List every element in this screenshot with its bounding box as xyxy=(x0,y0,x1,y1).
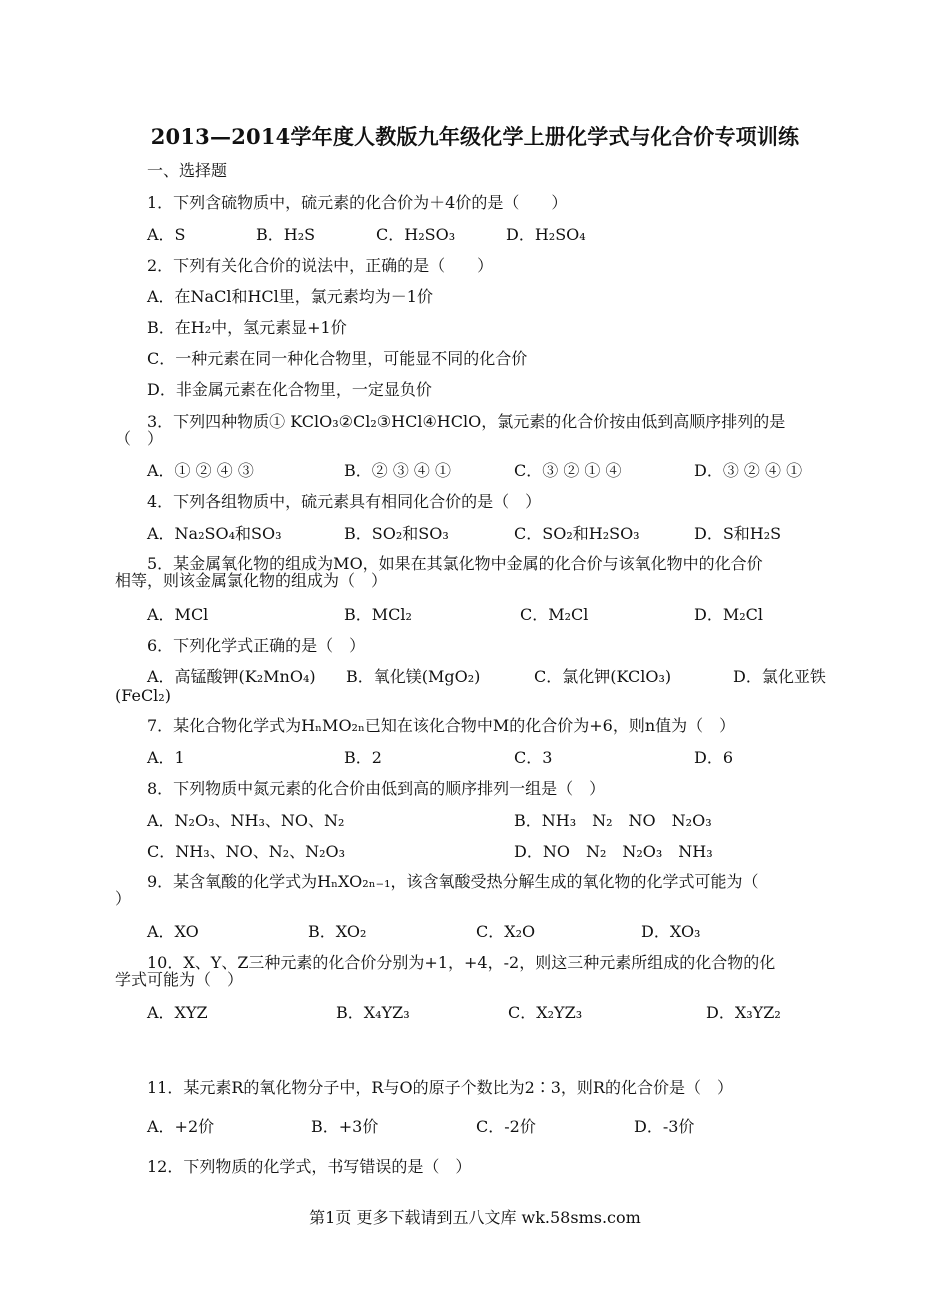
question-11-option-b: B．+3价 xyxy=(311,1117,379,1136)
question-3-option-d: D．③ ② ④ ① xyxy=(694,461,803,480)
question-6-stem: 6．下列化学式正确的是（ ） xyxy=(147,636,366,655)
question-10-option-b: B．X₄YZ₃ xyxy=(336,1003,410,1022)
question-10-stem xyxy=(115,954,843,988)
question-5-option-c: C．M₂Cl xyxy=(520,605,589,624)
question-1-option-b: B．H₂S xyxy=(256,225,316,244)
question-4-stem: 4．下列各组物质中，硫元素具有相同化合价的是（ ） xyxy=(147,492,542,511)
question-4-option-b: B．SO₂和SO₃ xyxy=(344,524,449,543)
question-7-option-b: B．2 xyxy=(344,748,382,767)
question-3-option-a: A．① ② ④ ③ xyxy=(147,461,254,480)
question-8-option-d: D．NO N₂ N₂O₃ NH₃ xyxy=(514,842,713,861)
question-10-option-a: A．XYZ xyxy=(147,1003,208,1022)
question-3-stem-line1: 3．下列四种物质① KClO₃②Cl₂③HCl④HClO，氯元素的化合价按由低到高顺序排列的是 xyxy=(147,412,786,431)
question-10-stem-line2: 学式可能为（ ） xyxy=(115,970,244,989)
question-7-option-c: C．3 xyxy=(514,748,553,767)
question-10-option-d: D．X₃YZ₂ xyxy=(706,1003,781,1022)
question-9-stem xyxy=(115,873,843,907)
question-9-stem-line2: ） xyxy=(115,889,132,908)
question-9-stem-line1: 9．某含氧酸的化学式为HₙXO₂ₙ₋₁，该含氧酸受热分解生成的氧化物的化学式可能为（ xyxy=(147,872,759,891)
question-10-option-c: C．X₂YZ₃ xyxy=(508,1003,583,1022)
document-title: 2013—2014学年度人教版九年级化学上册化学式与化合价专项训练 xyxy=(150,124,800,149)
question-3-option-c: C．③ ② ① ④ xyxy=(514,461,622,480)
question-8-option-a: A．N₂O₃、NH₃、NO、N₂ xyxy=(147,811,345,830)
question-8-option-b: B．NH₃ N₂ NO N₂O₃ xyxy=(514,811,712,830)
question-4-option-d: D．S和H₂S xyxy=(694,524,782,543)
question-3-stem-line2: （ ） xyxy=(115,429,164,448)
question-1-option-a: A．S xyxy=(147,225,186,244)
question-12-stem: 12．下列物质的化学式，书写错误的是（ ） xyxy=(147,1157,472,1176)
question-4-option-a: A．Na₂SO₄和SO₃ xyxy=(147,524,282,543)
page-footer: 第1页 更多下载请到五八文库 wk.58sms.com xyxy=(309,1208,641,1227)
question-6-option-a: A．高锰酸钾(K₂MnO₄) xyxy=(147,667,316,686)
question-7-option-a: A．1 xyxy=(147,748,185,767)
question-9-option-d: D．XO₃ xyxy=(641,922,701,941)
question-7-option-d: D．6 xyxy=(694,748,734,767)
question-6-option-c: C．氯化钾(KClO₃) xyxy=(534,667,672,686)
question-7-stem: 7．某化合物化学式为HₙMO₂ₙ已知在该化合物中M的化合价为+6，则n值为（ ） xyxy=(147,716,736,735)
question-9-option-a: A．XO xyxy=(147,922,199,941)
question-2-option-d: D．非金属元素在化合物里，一定显负价 xyxy=(147,380,432,399)
question-11-stem: 11．某元素R的氧化物分子中，R与O的原子个数比为2∶3，则R的化合价是（ ） xyxy=(147,1078,733,1097)
question-9-option-c: C．X₂O xyxy=(476,922,536,941)
question-6-option-d-wrap: (FeCl₂) xyxy=(115,686,171,705)
question-1-option-d: D．H₂SO₄ xyxy=(506,225,586,244)
question-10-stem-line1: 10．X、Y、Z三种元素的化合价分别为+1，+4，-2，则这三种元素所组成的化合物的化 xyxy=(147,953,776,972)
question-5-stem xyxy=(115,555,843,589)
question-2-option-b: B．在H₂中，氢元素显+1价 xyxy=(147,318,347,337)
question-8-stem: 8．下列物质中氮元素的化合价由低到高的顺序排列一组是（ ） xyxy=(147,779,606,798)
question-11-option-d: D．-3价 xyxy=(634,1117,695,1136)
question-4-option-c: C．SO₂和H₂SO₃ xyxy=(514,524,640,543)
question-11-option-c: C．-2价 xyxy=(476,1117,536,1136)
question-5-option-b: B．MCl₂ xyxy=(344,605,412,624)
question-5-option-a: A．MCl xyxy=(147,605,209,624)
question-6-option-d: D．氯化亚铁 xyxy=(733,667,826,686)
question-8-option-c: C．NH₃、NO、N₂、N₂O₃ xyxy=(147,842,346,861)
question-11-option-a: A．+2价 xyxy=(147,1117,215,1136)
question-2-option-a: A．在NaCl和HCl里，氯元素均为－1价 xyxy=(147,287,433,306)
question-5-stem-line1: 5．某金属氧化物的组成为MO，如果在其氯化物中金属的化合价与该氧化物中的化合价 xyxy=(147,554,763,573)
question-3-stem xyxy=(115,413,843,447)
question-5-stem-line2: 相等，则该金属氯化物的组成为（ ） xyxy=(115,571,388,590)
question-1-option-c: C．H₂SO₃ xyxy=(376,225,456,244)
question-2-stem: 2．下列有关化合价的说法中，正确的是（ ） xyxy=(147,256,494,275)
section-heading: 一、选择题 xyxy=(147,161,228,180)
question-6-option-b: B．氧化镁(MgO₂) xyxy=(346,667,481,686)
question-5-option-d: D．M₂Cl xyxy=(694,605,763,624)
question-9-option-b: B．XO₂ xyxy=(308,922,367,941)
question-1-stem: 1．下列含硫物质中，硫元素的化合价为＋4价的是（ ） xyxy=(147,193,568,212)
question-2-option-c: C．一种元素在同一种化合物里，可能显不同的化合价 xyxy=(147,349,528,368)
question-3-option-b: B．② ③ ④ ① xyxy=(344,461,452,480)
